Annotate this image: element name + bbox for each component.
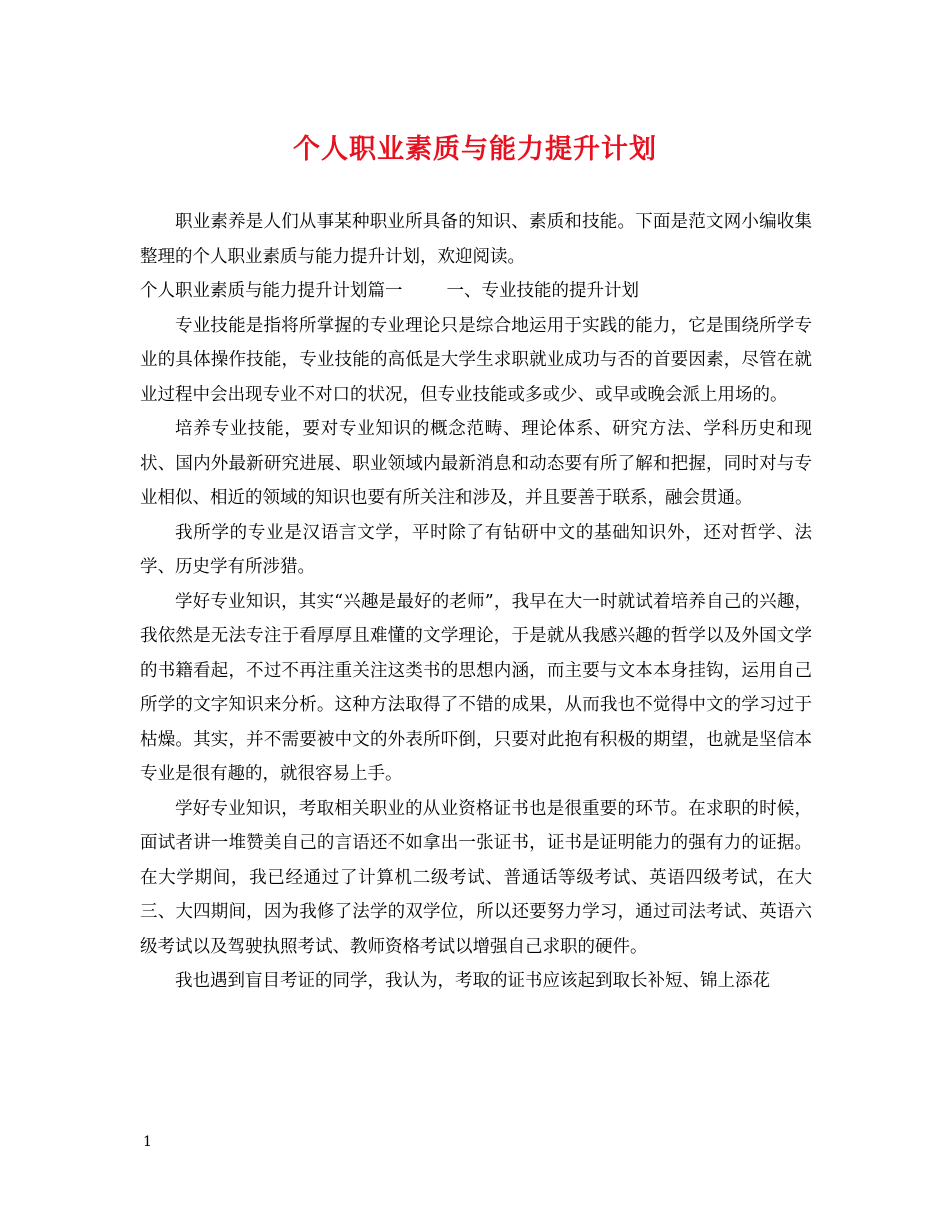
body-paragraph: 专业技能是指将所掌握的专业理论只是综合地运用于实践的能力，它是围绕所学专业的具体操作技能，专业技能的高低是大学生求职就业成功与否的首要因素，尽管在就业过程中会出现专业不对口的状况，但专业技能或多或少、或早或晚会派上用场的。 (140, 315, 812, 405)
page-number: 1 (143, 1134, 152, 1150)
body-paragraph: 我也遇到盲目考证的同学，我认为，考取的证书应该起到取长补短、锦上添花 (175, 971, 770, 991)
intro-paragraph: 职业素养是人们从事某种职业所具备的知识、素质和技能。下面是范文网小编收集整理的个人职业素质与能力提升计划，欢迎阅读。 (140, 212, 812, 267)
document-body (140, 205, 812, 999)
document-title: 个人职业素质与能力提升计划 (293, 134, 657, 165)
body-paragraph: 培养专业技能，要对专业知识的概念范畴、理论体系、研究方法、学科历史和现状、国内外最新研究进展、职业领域内最新消息和动态要有所了解和把握，同时对与专业相似、相近的领域的知识也要有所关注和涉及，并且要善于联系，融会贯通。 (140, 419, 812, 508)
body-paragraph: 学好专业知识，其实“兴趣是最好的老师”，我早在大一时就试着培养自己的兴趣，我依然是无法专注于看厚厚且难懂的文学理论，于是就从我感兴趣的哲学以及外国文学的书籍看起，不过不再注重关注这类书的思想内涵，而主要与文本本身挂钩，运用自己所学的文字知识来分析。这种方法取得了不错的成果，从而我也不觉得中文的学习过于枯燥。其实，并不需要被中文的外表所吓倒，只要对此抱有积极的期望，也就是坚信本专业是很有趣的，就很容易上手。 (140, 591, 812, 784)
section-title: 个人职业素质与能力提升计划篇一 (140, 281, 403, 301)
subsection-title: 一、专业技能的提升计划 (446, 281, 639, 301)
body-paragraph: 我所学的专业是汉语言文学，平时除了有钻研中文的基础知识外，还对哲学、法学、历史学有所涉猎。 (140, 522, 812, 577)
section-heading-line (140, 274, 812, 309)
body-paragraph: 学好专业知识，考取相关职业的从业资格证书也是很重要的环节。在求职的时候，面试者讲一堆赞美自己的言语还不如拿出一张证书，证书是证明能力的强有力的证据。在大学期间，我已经通过了计算机二级考试、普通话等级考试、英语四级考试，在大三、大四期间，因为我修了法学的双学位，所以还要努力学习，通过司法考试、英语六级考试以及驾驶执照考试、教师资格考试以增强自己求职的硬件。 (140, 798, 812, 957)
